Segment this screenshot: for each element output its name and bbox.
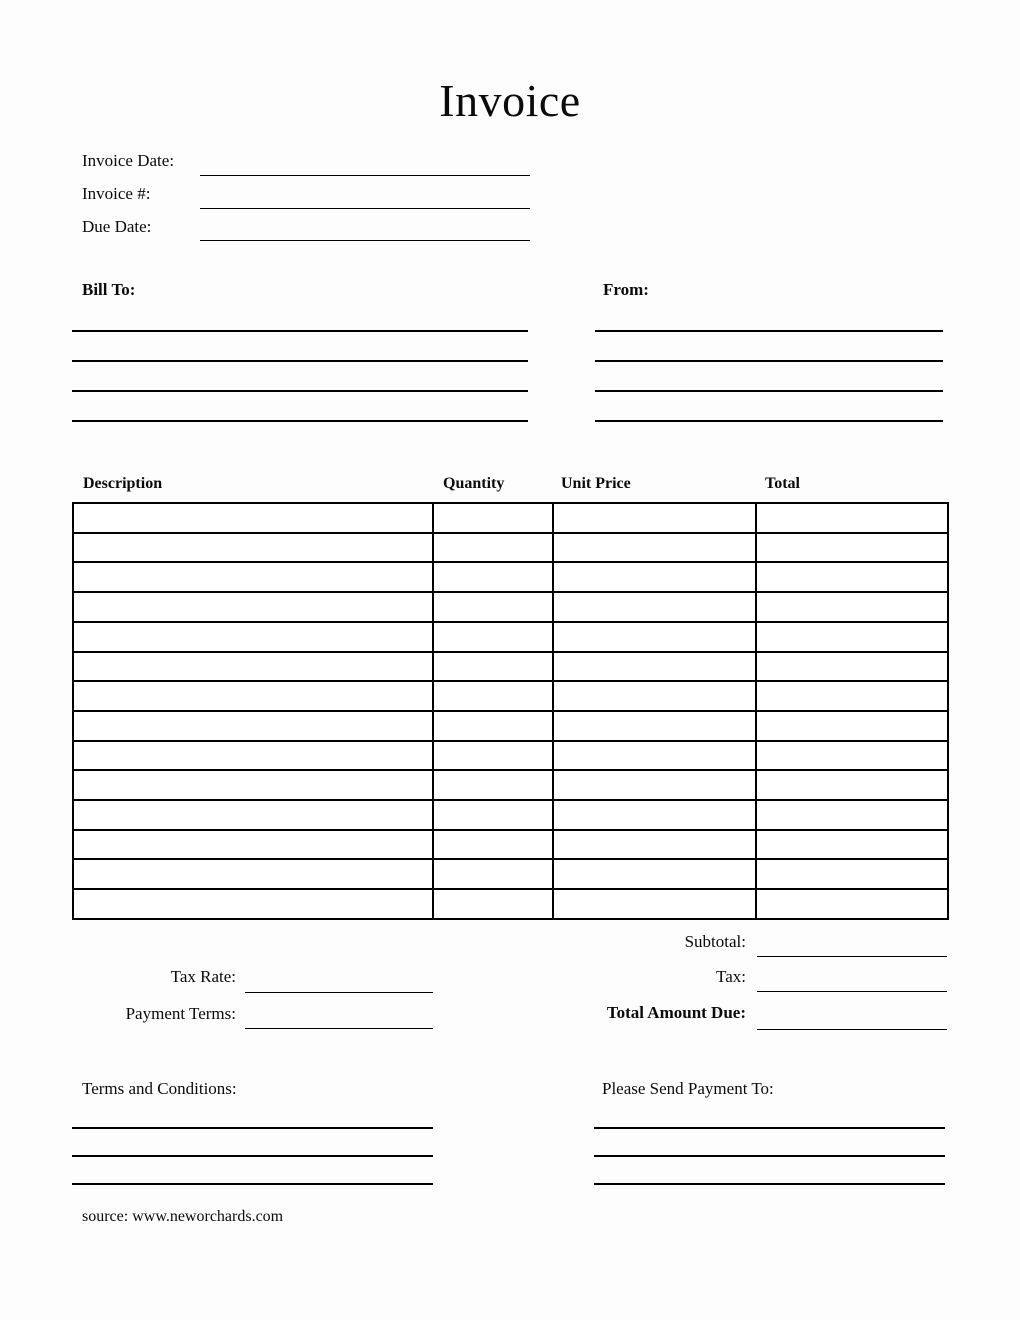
table-cell[interactable] <box>433 592 553 622</box>
table-cell[interactable] <box>553 533 756 563</box>
table-cell[interactable] <box>553 681 756 711</box>
table-cell[interactable] <box>756 533 948 563</box>
table-cell[interactable] <box>433 711 553 741</box>
table-cell[interactable] <box>433 800 553 830</box>
from-line-1[interactable] <box>595 330 943 332</box>
table-cell[interactable] <box>756 889 948 919</box>
table-cell[interactable] <box>756 562 948 592</box>
table-cell[interactable] <box>73 681 433 711</box>
table-cell[interactable] <box>756 711 948 741</box>
table-cell[interactable] <box>73 889 433 919</box>
table-cell[interactable] <box>433 859 553 889</box>
payment-to-line-3[interactable] <box>594 1183 945 1185</box>
table-cell[interactable] <box>553 889 756 919</box>
table-cell[interactable] <box>73 533 433 563</box>
table-cell[interactable] <box>553 770 756 800</box>
table-row <box>73 562 948 592</box>
table-cell[interactable] <box>73 652 433 682</box>
table-row <box>73 889 948 919</box>
total-amount-due-label: Total Amount Due: <box>606 1003 746 1022</box>
table-cell[interactable] <box>73 859 433 889</box>
bill-to-label: Bill To: <box>82 280 136 299</box>
table-cell[interactable] <box>756 770 948 800</box>
table-cell[interactable] <box>73 622 433 652</box>
due-date-field-line[interactable] <box>200 240 530 241</box>
due-date-label: Due Date: <box>82 217 152 236</box>
terms-line-2[interactable] <box>72 1155 433 1157</box>
source-credit-text: source: www.neworchards.com <box>82 1208 284 1225</box>
terms-and-conditions-label: Terms and Conditions: <box>82 1079 237 1098</box>
table-cell[interactable] <box>433 830 553 860</box>
table-row <box>73 770 948 800</box>
table-row <box>73 859 948 889</box>
column-header-quantity: Quantity <box>443 475 505 492</box>
from-line-3[interactable] <box>595 390 943 392</box>
table-cell[interactable] <box>756 622 948 652</box>
payment-terms-label: Payment Terms: <box>125 1004 236 1023</box>
payment-to-line-2[interactable] <box>594 1155 945 1157</box>
table-cell[interactable] <box>73 503 433 533</box>
subtotal-label: Subtotal: <box>684 932 746 951</box>
table-cell[interactable] <box>73 800 433 830</box>
table-cell[interactable] <box>433 889 553 919</box>
table-row <box>73 741 948 771</box>
table-cell[interactable] <box>756 741 948 771</box>
total-amount-due-field-line[interactable] <box>757 1029 947 1030</box>
table-cell[interactable] <box>73 830 433 860</box>
table-row <box>73 652 948 682</box>
bill-to-line-2[interactable] <box>72 360 528 362</box>
bill-to-line-3[interactable] <box>72 390 528 392</box>
table-cell[interactable] <box>73 741 433 771</box>
payment-terms-field-line[interactable] <box>245 1028 433 1029</box>
table-cell[interactable] <box>553 562 756 592</box>
table-cell[interactable] <box>73 711 433 741</box>
table-cell[interactable] <box>756 592 948 622</box>
table-row <box>73 503 948 533</box>
tax-field-line[interactable] <box>757 991 947 992</box>
table-cell[interactable] <box>433 533 553 563</box>
table-cell[interactable] <box>433 681 553 711</box>
tax-rate-field-line[interactable] <box>245 992 433 993</box>
please-send-payment-to-label: Please Send Payment To: <box>602 1079 774 1098</box>
invoice-date-label: Invoice Date: <box>82 151 175 170</box>
table-row <box>73 592 948 622</box>
from-line-2[interactable] <box>595 360 943 362</box>
table-cell[interactable] <box>553 711 756 741</box>
table-cell[interactable] <box>553 652 756 682</box>
table-cell[interactable] <box>433 770 553 800</box>
table-cell[interactable] <box>553 622 756 652</box>
tax-label: Tax: <box>716 967 746 986</box>
from-line-4[interactable] <box>595 420 943 422</box>
page-title: Invoice <box>439 75 581 126</box>
table-cell[interactable] <box>553 830 756 860</box>
table-cell[interactable] <box>756 681 948 711</box>
table-cell[interactable] <box>73 592 433 622</box>
from-label: From: <box>603 280 649 299</box>
column-header-unit-price: Unit Price <box>561 475 631 492</box>
table-cell[interactable] <box>553 592 756 622</box>
invoice-date-field-line[interactable] <box>200 175 530 176</box>
items-table-body <box>73 503 948 919</box>
subtotal-field-line[interactable] <box>757 956 947 957</box>
table-row <box>73 533 948 563</box>
table-row <box>73 711 948 741</box>
bill-to-line-4[interactable] <box>72 420 528 422</box>
table-row <box>73 800 948 830</box>
invoice-number-field-line[interactable] <box>200 208 530 209</box>
table-cell[interactable] <box>553 800 756 830</box>
terms-line-1[interactable] <box>72 1127 433 1129</box>
table-row <box>73 681 948 711</box>
table-cell[interactable] <box>433 622 553 652</box>
table-cell[interactable] <box>756 859 948 889</box>
column-header-total: Total <box>765 475 800 492</box>
table-cell[interactable] <box>756 652 948 682</box>
bill-to-line-1[interactable] <box>72 330 528 332</box>
invoice-number-label: Invoice #: <box>82 184 151 203</box>
items-table <box>72 502 949 920</box>
table-cell[interactable] <box>433 741 553 771</box>
table-row <box>73 830 948 860</box>
column-header-description: Description <box>83 475 163 492</box>
table-cell[interactable] <box>433 503 553 533</box>
table-cell[interactable] <box>433 562 553 592</box>
table-cell[interactable] <box>553 503 756 533</box>
table-cell[interactable] <box>73 770 433 800</box>
terms-line-3[interactable] <box>72 1183 433 1185</box>
table-cell[interactable] <box>553 741 756 771</box>
table-row <box>73 622 948 652</box>
tax-rate-label: Tax Rate: <box>170 967 236 986</box>
table-cell[interactable] <box>756 503 948 533</box>
table-cell[interactable] <box>433 652 553 682</box>
payment-to-line-1[interactable] <box>594 1127 945 1129</box>
table-cell[interactable] <box>756 800 948 830</box>
table-cell[interactable] <box>553 859 756 889</box>
table-cell[interactable] <box>756 830 948 860</box>
table-cell[interactable] <box>73 562 433 592</box>
